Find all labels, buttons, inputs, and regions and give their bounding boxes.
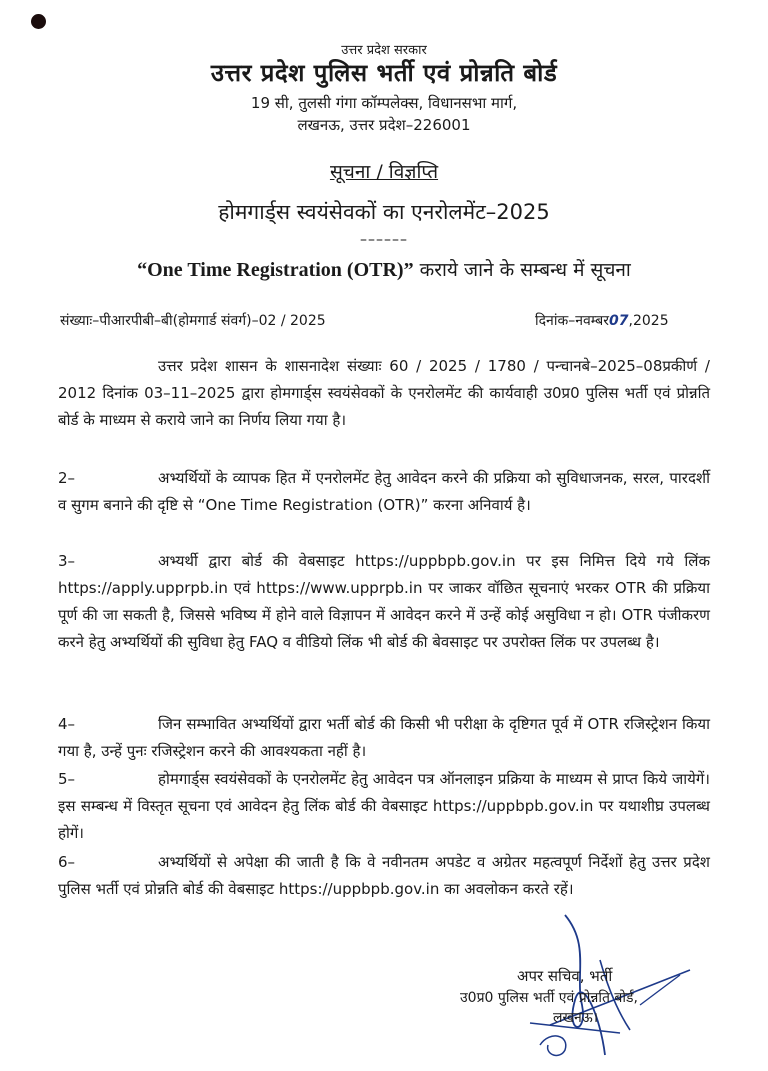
paragraph-5: 5– होमगार्ड्स स्वयंसेवकों के एनरोलमेंट हेतु आवेदन पत्र ऑनलाइन प्रक्रिया के माध्यम से प्राप्त किये जायेगें। इस सम्बन्ध में विस्तृत सूचना एवं आवेदन हेतु लिंक बोर्ड की वेबसाइट https://uppbpb.gov.in पर यथाशीघ्र उपलब्ध होगें। bbox=[58, 770, 710, 842]
subject-english: “One Time Registration (OTR)” bbox=[137, 259, 414, 281]
government-label: उत्तर प्रदेश सरकार bbox=[341, 43, 427, 58]
paragraph-2: 2– अभ्यर्थियों के व्यापक हित में एनरोलमेंट हेतु आवेदन करने की प्रक्रिया को सुविधाजनक, सरल, पारदर्शी व सुगम बनाने की दृष्टि से “One Time Registration (OTR)” करना अनिवार्य है। bbox=[58, 469, 710, 514]
reference-number: संख्याः–पीआरपीबी–बी(होमगार्ड संवर्ग)–02 / 2025 bbox=[60, 313, 326, 329]
address-line-1: 19 सी, तुलसी गंगा कॉम्पलेक्स, विधानसभा मार्ग, bbox=[250, 94, 518, 112]
title-divider: –––––– bbox=[360, 232, 408, 248]
subject-hindi: कराये जाने के सम्बन्ध में सूचना bbox=[413, 259, 631, 281]
paragraph-4: 4– जिन सम्भावित अभ्यर्थियों द्वारा भर्ती बोर्ड की किसी भी परीक्षा के दृष्टिगत पूर्व में OTR रजिस्ट्रेशन किया गया है, उन्हें पुनः रजिस्ट्रेशन करने की आवश्यकता नहीं है। bbox=[58, 715, 710, 760]
handwritten-day: 07 bbox=[609, 313, 629, 329]
signatory-city: लखनऊ। bbox=[553, 1010, 599, 1026]
document-title: होमगार्ड्स स्वयंसेवकों का एनरोलमेंट–2025 bbox=[218, 200, 550, 224]
subject-line bbox=[0, 256, 768, 282]
signatory-organization: उ0प्र0 पुलिस भर्ती एवं प्रोन्नति बोर्ड, bbox=[460, 990, 638, 1006]
date-prefix: दिनांक–नवम्बर bbox=[535, 313, 610, 329]
paragraph-3: 3– अभ्यर्थी द्वारा बोर्ड की वेबसाइट https://uppbpb.gov.in पर इस निमित्त दिये गये लिंक https://apply.upprpb.in एवं https://www.upprpb.in पर जाकर वॉछित सूचनाएं भरकर OTR की प्रक्रिया पूर्ण की जा सकती है, जिससे भविष्य में होने वाले विज्ञापन में आवेदन करने में उन्हें कोई असुविधा न हो। OTR पंजीकरण करने हेतु अभ्यर्थियों की सुविधा हेतु FAQ व वीडियो लिंक भी बोर्ड की बेवसाइट पर उपरोक्त लिंक पर उपलब्ध है। bbox=[58, 552, 710, 651]
document-date bbox=[535, 311, 669, 330]
paragraph-1: उत्तर प्रदेश शासन के शासनादेश संख्याः 60 / 2025 / 1780 / पन्चानबे–2025–08प्रकीर्ण / 2012 दिनांक 03–11–2025 द्वारा होमगार्ड्स स्वयंसेवकों के एनरोलमेंट की कार्यवाही उ0प्र0 पुलिस भर्ती एवं प्रोन्नति बोर्ड के माध्यम से कराये जाने का निर्णय लिया गया है। bbox=[58, 357, 710, 429]
date-suffix: ,2025 bbox=[628, 313, 669, 329]
notice-label: सूचना / विज्ञप्ति bbox=[329, 161, 439, 183]
address-line-2: लखनऊ, उत्तर प्रदेश–226001 bbox=[297, 116, 471, 134]
signatory-designation: अपर सचिव, भर्ती bbox=[517, 967, 613, 985]
board-name-heading: उत्तर प्रदेश पुलिस भर्ती एवं प्रोन्नति बोर्ड bbox=[210, 59, 558, 87]
paragraph-6: 6– अभ्यर्थियों से अपेक्षा की जाती है कि वे नवीनतम अपडेट व अग्रेतर महत्वपूर्ण निर्देशों हेतु उत्तर प्रदेश पुलिस भर्ती एवं प्रोन्नति बोर्ड की वेबसाइट https://uppbpb.gov.in का अवलोकन करते रहें। bbox=[58, 853, 710, 898]
punch-hole-dot bbox=[31, 14, 46, 29]
